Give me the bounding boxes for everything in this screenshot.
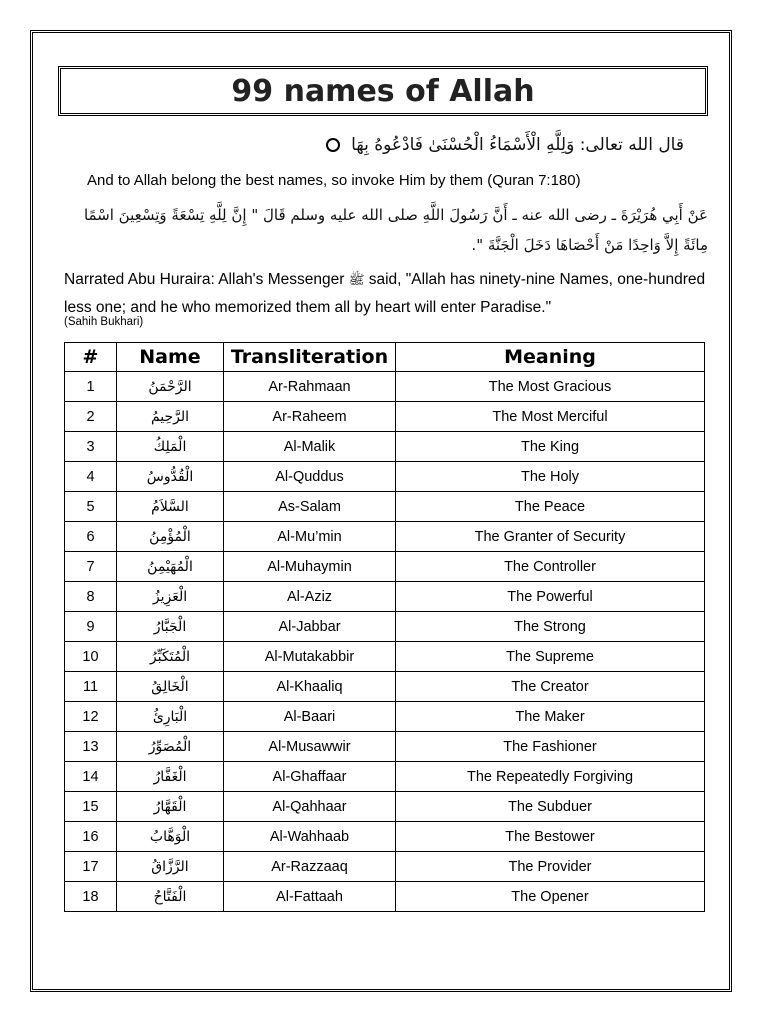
cell-transliteration: Al-Khaaliq (224, 672, 396, 702)
cell-arabic-name: الْبَارِئُ (117, 702, 224, 732)
header-number: # (65, 343, 117, 372)
cell-transliteration: Al-Qahhaar (224, 792, 396, 822)
cell-arabic-name: الْخَالِقُ (117, 672, 224, 702)
table-row (65, 522, 705, 552)
cell-meaning: The Most Merciful (396, 402, 705, 432)
cell-number: 10 (65, 642, 117, 672)
cell-meaning: The King (396, 432, 705, 462)
table-row (65, 462, 705, 492)
narration-after: said, "Allah has ninety-nine Names, one-hundred less one; and he who memorized them all by heart will enter Paradise." (64, 271, 706, 316)
hadith-arabic: عَنْ أَبِي هُرَيْرَةَ ـ رضى الله عنه ـ أَنَّ رَسُولَ اللَّهِ صلى الله عليه وسلم قَالَ " إِنَّ لِلَّهِ تِسْعَةً وَتِسْعِينَ اسْمًا مِائَةً إِلاَّ وَاحِدًا مَنْ أَحْصَاهَا دَخَلَ الْجَنَّةَ ". (83, 206, 708, 254)
cell-transliteration: Al-Malik (224, 432, 396, 462)
table-row (65, 732, 705, 762)
cell-meaning: The Peace (396, 492, 705, 522)
cell-meaning: The Maker (396, 702, 705, 732)
table-header-row (65, 343, 705, 372)
pbuh-icon: ﷺ (348, 273, 365, 288)
cell-number: 5 (65, 492, 117, 522)
title-box (58, 66, 708, 116)
cell-transliteration: As-Salam (224, 492, 396, 522)
narration-before: Narrated Abu Huraira: Allah's Messenger (64, 271, 345, 288)
cell-arabic-name: الْقُدُّوسُ (117, 462, 224, 492)
table-row (65, 852, 705, 882)
cell-arabic-name: الْجَبَّارُ (117, 612, 224, 642)
cell-arabic-name: الرَّحْمَنُ (117, 372, 224, 402)
cell-number: 4 (65, 462, 117, 492)
names-table (64, 342, 705, 912)
cell-arabic-name: الْفَتَّاحُ (117, 882, 224, 912)
cell-transliteration: Al-Muhaymin (224, 552, 396, 582)
cell-arabic-name: الْعَزِيزُ (117, 582, 224, 612)
page-title: 99 names of Allah (231, 73, 535, 109)
verse-arabic-line (124, 128, 684, 162)
cell-meaning: The Granter of Security (396, 522, 705, 552)
cell-number: 14 (65, 762, 117, 792)
cell-meaning: The Creator (396, 672, 705, 702)
cell-meaning: The Controller (396, 552, 705, 582)
cell-meaning: The Fashioner (396, 732, 705, 762)
verse-end-circle-icon (326, 138, 340, 152)
table-row (65, 672, 705, 702)
cell-transliteration: Al-Baari (224, 702, 396, 732)
table-row (65, 492, 705, 522)
table-row (65, 372, 705, 402)
cell-meaning: The Powerful (396, 582, 705, 612)
cell-arabic-name: الْمُتَكَبِّرُ (117, 642, 224, 672)
cell-number: 8 (65, 582, 117, 612)
cell-number: 2 (65, 402, 117, 432)
cell-number: 12 (65, 702, 117, 732)
cell-transliteration: Al-Fattaah (224, 882, 396, 912)
cell-arabic-name: الْمُهَيْمِنُ (117, 552, 224, 582)
cell-arabic-name: الْمُصَوِّرُ (117, 732, 224, 762)
header-transliteration: Transliteration (224, 343, 396, 372)
table-row (65, 552, 705, 582)
cell-transliteration: Al-Musawwir (224, 732, 396, 762)
cell-transliteration: Al-Ghaffaar (224, 762, 396, 792)
table-row (65, 702, 705, 732)
verse-translation: And to Allah belong the best names, so invoke Him by them (Quran 7:180) (87, 172, 581, 189)
cell-arabic-name: الرَّزَّاقُ (117, 852, 224, 882)
table-row (65, 612, 705, 642)
cell-transliteration: Al-Aziz (224, 582, 396, 612)
cell-transliteration: Ar-Rahmaan (224, 372, 396, 402)
cell-number: 18 (65, 882, 117, 912)
cell-transliteration: Ar-Razzaaq (224, 852, 396, 882)
cell-transliteration: Al-Mutakabbir (224, 642, 396, 672)
cell-meaning: The Subduer (396, 792, 705, 822)
hadith-narration (64, 266, 714, 321)
table-row (65, 432, 705, 462)
cell-meaning: The Holy (396, 462, 705, 492)
table-row (65, 792, 705, 822)
cell-number: 16 (65, 822, 117, 852)
verse-arabic: قال الله تعالى: وَلِلَّهِ الْأَسْمَاءُ الْحُسْنَىٰ فَادْعُوهُ بِهَا (351, 135, 684, 155)
header-name: Name (117, 343, 224, 372)
table-row (65, 642, 705, 672)
cell-number: 3 (65, 432, 117, 462)
cell-transliteration: Al-Quddus (224, 462, 396, 492)
cell-arabic-name: السَّلاَمُ (117, 492, 224, 522)
cell-number: 13 (65, 732, 117, 762)
header-meaning: Meaning (396, 343, 705, 372)
cell-transliteration: Al-Mu’min (224, 522, 396, 552)
hadith-source: (Sahih Bukhari) (64, 316, 144, 328)
cell-arabic-name: الْغَفَّارُ (117, 762, 224, 792)
cell-arabic-name: الرَّحِيمُ (117, 402, 224, 432)
cell-meaning: The Provider (396, 852, 705, 882)
table-body (65, 372, 705, 912)
cell-transliteration: Al-Wahhaab (224, 822, 396, 852)
table-row (65, 762, 705, 792)
cell-arabic-name: الْمَلِكُ (117, 432, 224, 462)
cell-number: 7 (65, 552, 117, 582)
cell-number: 6 (65, 522, 117, 552)
table-row (65, 582, 705, 612)
table-row (65, 882, 705, 912)
cell-transliteration: Al-Jabbar (224, 612, 396, 642)
cell-meaning: The Opener (396, 882, 705, 912)
cell-number: 15 (65, 792, 117, 822)
cell-meaning: The Strong (396, 612, 705, 642)
table-row (65, 822, 705, 852)
cell-number: 11 (65, 672, 117, 702)
cell-number: 17 (65, 852, 117, 882)
cell-arabic-name: الْقَهَّارُ (117, 792, 224, 822)
cell-number: 9 (65, 612, 117, 642)
cell-meaning: The Repeatedly Forgiving (396, 762, 705, 792)
cell-transliteration: Ar-Raheem (224, 402, 396, 432)
cell-number: 1 (65, 372, 117, 402)
cell-meaning: The Bestower (396, 822, 705, 852)
cell-arabic-name: الْوَهَّابُ (117, 822, 224, 852)
cell-meaning: The Most Gracious (396, 372, 705, 402)
table-row (65, 402, 705, 432)
cell-meaning: The Supreme (396, 642, 705, 672)
cell-arabic-name: الْمُؤْمِنُ (117, 522, 224, 552)
